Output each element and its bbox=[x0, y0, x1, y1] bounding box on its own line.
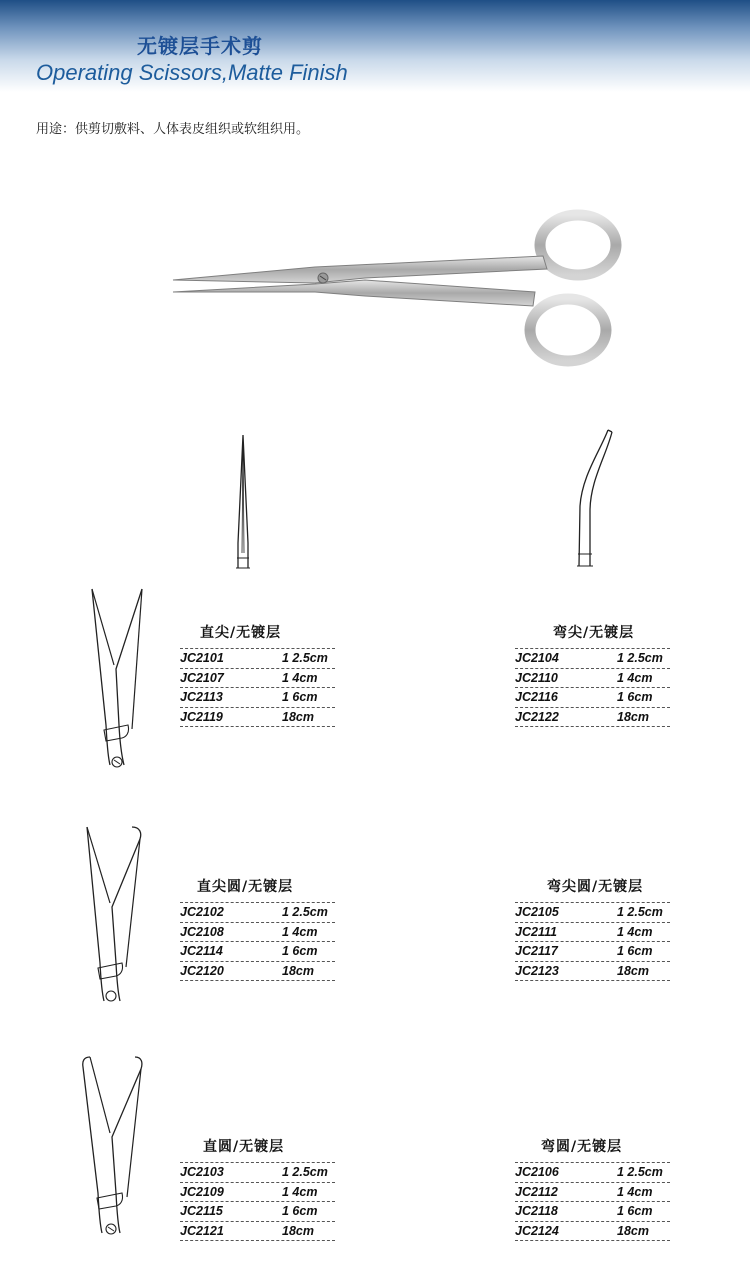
product-size: 1 4cm bbox=[617, 924, 653, 939]
product-code: JC2111 bbox=[515, 924, 557, 939]
product-size: 1 6cm bbox=[617, 1204, 653, 1218]
spec-row bbox=[515, 962, 670, 982]
product-size: 1 6cm bbox=[617, 944, 653, 958]
product-size: 1 4cm bbox=[282, 670, 318, 685]
spec-row bbox=[515, 1222, 670, 1242]
product-code: JC2122 bbox=[515, 709, 559, 724]
product-code: JC2102 bbox=[180, 905, 224, 919]
product-code: JC2120 bbox=[180, 963, 224, 978]
product-code: JC2112 bbox=[515, 1184, 558, 1199]
product-code: JC2104 bbox=[515, 651, 559, 665]
product-size: 18cm bbox=[282, 1223, 314, 1238]
product-size: 1 4cm bbox=[617, 670, 653, 685]
product-size: 1 4cm bbox=[617, 1184, 653, 1199]
product-code: JC2124 bbox=[515, 1223, 559, 1238]
product-size: 1 2.5cm bbox=[282, 1165, 328, 1179]
spec-row bbox=[515, 942, 670, 962]
spec-row bbox=[515, 688, 670, 708]
spec-heading: 弯尖圆/无镀层 bbox=[547, 879, 644, 895]
product-size: 18cm bbox=[282, 709, 314, 724]
product-code: JC2119 bbox=[180, 709, 223, 724]
product-code: JC2116 bbox=[515, 690, 558, 704]
product-code: JC2108 bbox=[180, 924, 224, 939]
product-size: 1 2.5cm bbox=[282, 651, 328, 665]
spec-row bbox=[515, 1163, 670, 1183]
spec-table-1-right bbox=[0, 622, 750, 722]
product-code: JC2106 bbox=[515, 1165, 559, 1179]
product-size: 1 6cm bbox=[282, 944, 318, 958]
spec-rows bbox=[515, 648, 670, 727]
product-code: JC2117 bbox=[515, 944, 558, 958]
product-size: 18cm bbox=[617, 963, 649, 978]
product-code: JC2103 bbox=[180, 1165, 224, 1179]
product-code: JC2118 bbox=[515, 1204, 558, 1218]
product-size: 1 2.5cm bbox=[282, 905, 328, 919]
product-size: 18cm bbox=[617, 709, 649, 724]
product-code: JC2113 bbox=[180, 690, 223, 704]
spec-row bbox=[515, 903, 670, 923]
scissors-photo bbox=[165, 200, 635, 380]
product-code: JC2121 bbox=[180, 1223, 224, 1238]
product-size: 18cm bbox=[282, 963, 314, 978]
usage-text: 用途：供剪切敷料、人体表皮组织或软组织用。 bbox=[36, 122, 310, 137]
product-code: JC2115 bbox=[180, 1204, 223, 1218]
product-size: 1 2.5cm bbox=[617, 1165, 663, 1179]
product-code: JC2109 bbox=[180, 1184, 224, 1199]
spec-rows bbox=[515, 902, 670, 981]
product-size: 1 6cm bbox=[617, 690, 653, 704]
spec-row bbox=[515, 649, 670, 669]
product-code: JC2105 bbox=[515, 905, 559, 919]
spec-heading: 直尖圆/无镀层 bbox=[197, 879, 294, 895]
product-code: JC2110 bbox=[515, 670, 558, 685]
spec-heading: 直尖/无镀层 bbox=[200, 625, 282, 641]
product-size: 1 4cm bbox=[282, 1184, 318, 1199]
spec-row bbox=[515, 1202, 670, 1222]
title-english: Operating Scissors,Matte Finish bbox=[36, 60, 348, 85]
title-chinese: 无镀层手术剪 bbox=[137, 34, 263, 58]
product-code: JC2101 bbox=[180, 651, 224, 665]
spec-table-2-right bbox=[0, 876, 750, 976]
product-size: 1 6cm bbox=[282, 1204, 318, 1218]
curved-tip-icon bbox=[570, 426, 615, 568]
spec-heading: 弯尖/无镀层 bbox=[553, 625, 635, 641]
spec-row bbox=[515, 669, 670, 689]
spec-rows bbox=[515, 1162, 670, 1241]
spec-row bbox=[515, 923, 670, 943]
spec-heading: 直圆/无镀层 bbox=[203, 1139, 285, 1155]
product-code: JC2123 bbox=[515, 963, 559, 978]
spec-heading: 弯圆/无镀层 bbox=[541, 1139, 623, 1155]
product-size: 1 2.5cm bbox=[617, 905, 663, 919]
straight-tip-icon bbox=[232, 433, 254, 573]
spec-row bbox=[515, 1183, 670, 1203]
product-size: 1 2.5cm bbox=[617, 651, 663, 665]
product-size: 18cm bbox=[617, 1223, 649, 1238]
product-size: 1 4cm bbox=[282, 924, 318, 939]
product-code: JC2114 bbox=[180, 944, 223, 958]
product-size: 1 6cm bbox=[282, 690, 318, 704]
spec-row bbox=[515, 708, 670, 728]
product-code: JC2107 bbox=[180, 670, 224, 685]
spec-table-3-right bbox=[0, 1136, 750, 1236]
